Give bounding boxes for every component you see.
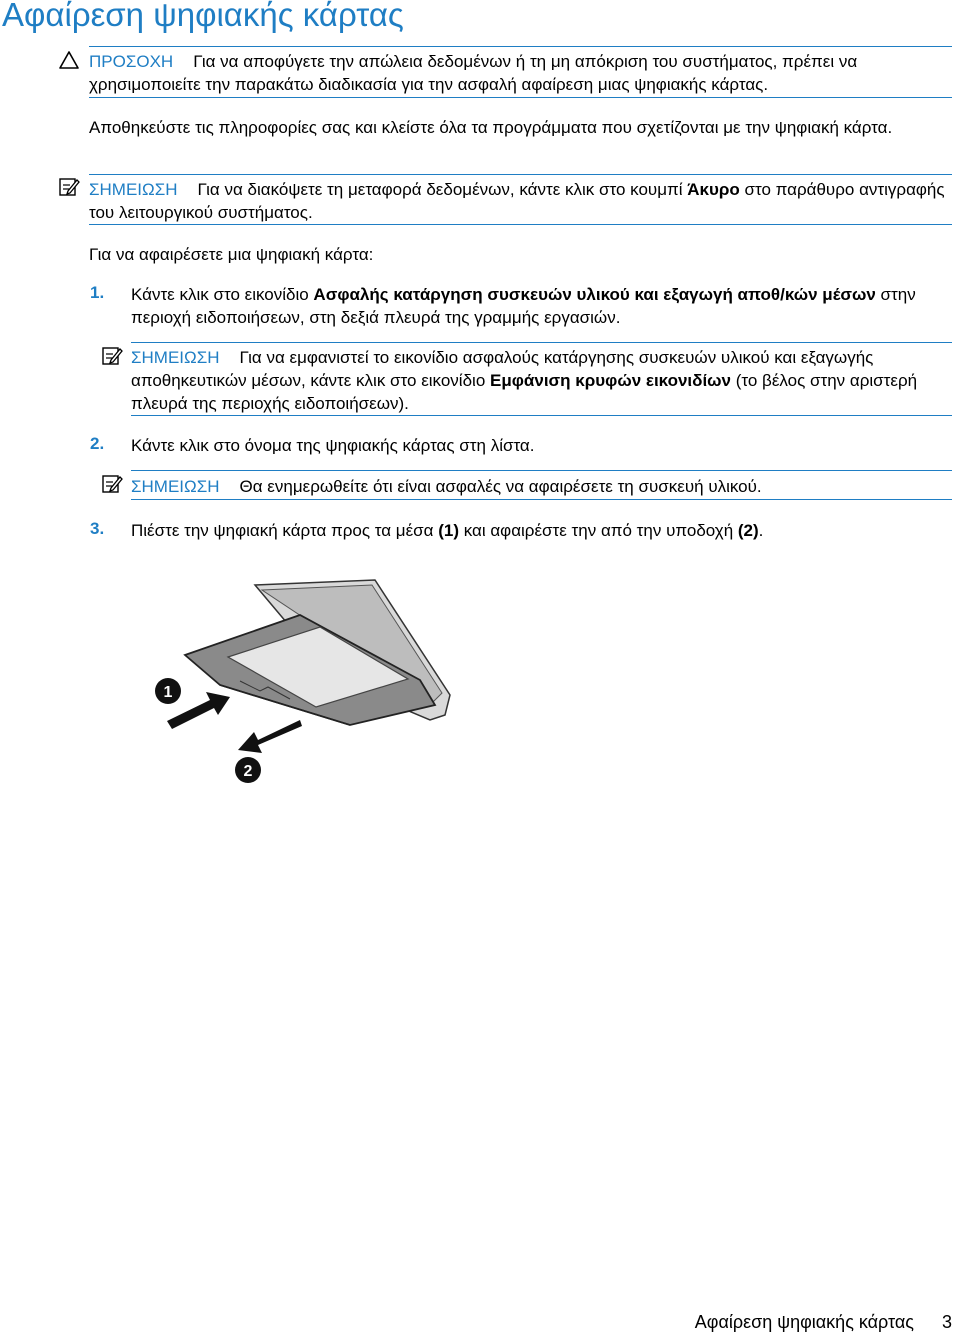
step3-bold1: (1) — [438, 521, 459, 540]
note2-bottom-rule — [131, 415, 952, 416]
step1-text-before: Κάντε κλικ στο εικονίδιο — [131, 285, 314, 304]
note1-bold: Άκυρο — [687, 180, 740, 199]
caution-rule — [89, 46, 952, 47]
card-removal-illustration — [150, 575, 470, 800]
note1-text-before: Για να διακόψετε τη μεταφορά δεδομένων, κάντε κλικ στο κουμπί — [197, 180, 688, 199]
callout-1-label: 1 — [163, 684, 173, 701]
footer-section-title: Αφαίρεση ψηφιακής κάρτας — [694, 1312, 914, 1332]
step2-text: Κάντε κλικ στο όνομα της ψηφιακής κάρτας στη λίστα. — [131, 436, 535, 455]
step3-text — [131, 519, 952, 542]
note3-text: Θα ενημερωθείτε ότι είναι ασφαλές να αφαιρέσετε τη συσκευή υλικού. — [239, 477, 762, 496]
caution-bottom-rule — [89, 97, 952, 98]
caution-label: ΠΡΟΣΟΧΗ — [89, 52, 174, 71]
intro-steps-paragraph: Για να αφαιρέσετε μια ψηφιακή κάρτα: — [89, 245, 374, 264]
note2-text-after: (το βέλος στην αριστερή πλευρά της περιοχής ειδοποιήσεων). — [131, 371, 918, 413]
note3-bottom-rule — [131, 499, 952, 500]
note-pencil-icon — [101, 345, 123, 372]
note3-rule — [131, 470, 952, 471]
note2-label: ΣΗΜΕΙΩΣΗ — [131, 348, 220, 367]
step1-bold: Ασφαλής κατάργηση συσκευών υλικού και εξαγωγή αποθ/κών μέσων — [313, 285, 876, 304]
pull-out-arrow — [238, 720, 302, 753]
note1-text-after: στο παράθυρο αντιγραφής του λειτουργικού συστήματος. — [89, 180, 945, 222]
intro-save-paragraph: Αποθηκεύστε τις πληροφορίες σας και κλείστε όλα τα προγράμματα που σχετίζονται με την ψηφιακή κάρτα. — [89, 118, 893, 137]
step1-text-after: στην περιοχή ειδοποιήσεων, στη δεξιά πλευρά της γραμμής εργασιών. — [131, 285, 916, 327]
callout-2-label: 2 — [243, 763, 253, 780]
step1-number: 1. — [90, 283, 105, 302]
step3-bold2: (2) — [737, 521, 759, 540]
note3-label: ΣΗΜΕΙΩΣΗ — [131, 477, 220, 496]
note2-paragraph — [131, 346, 952, 415]
step1-text — [131, 283, 952, 329]
note1-bottom-rule — [89, 224, 952, 225]
note1-paragraph — [89, 178, 952, 224]
footer-page-number: 3 — [941, 1312, 952, 1332]
warning-triangle-icon — [58, 50, 80, 75]
step2-number: 2. — [90, 434, 105, 453]
note-pencil-icon — [101, 473, 123, 500]
step3-text-before: Πιέστε την ψηφιακή κάρτα προς τα μέσα — [131, 521, 439, 540]
step3-text-after: . — [758, 521, 764, 540]
page-title: Αφαίρεση ψηφιακής κάρτας — [2, 0, 404, 33]
note2-text-before: Για να εμφανιστεί το εικονίδιο ασφαλούς κατάργησης συσκευών υλικού και εξαγωγής αποθηκευτικών μέσων, κάντε κλικ στο εικονίδιο — [131, 348, 874, 390]
caution-paragraph — [89, 50, 952, 96]
note3-paragraph — [131, 475, 952, 498]
note2-bold: Εμφάνιση κρυφών εικονιδίων — [490, 371, 731, 390]
note1-label: ΣΗΜΕΙΩΣΗ — [89, 180, 178, 199]
step3-number: 3. — [90, 519, 105, 538]
step3-text-mid: και αφαιρέστε την από την υποδοχή — [459, 521, 738, 540]
note1-rule — [89, 174, 952, 175]
note-pencil-icon — [58, 176, 80, 203]
page-footer — [695, 1312, 952, 1333]
note2-rule — [131, 342, 952, 343]
caution-text: Για να αποφύγετε την απώλεια δεδομένων ή τη μη απόκριση του συστήματος, πρέπει να χρησιμοποιείτε την παρακάτω διαδικασία για την ασφαλή αφαίρεση μιας ψηφιακής κάρτας. — [89, 52, 858, 94]
